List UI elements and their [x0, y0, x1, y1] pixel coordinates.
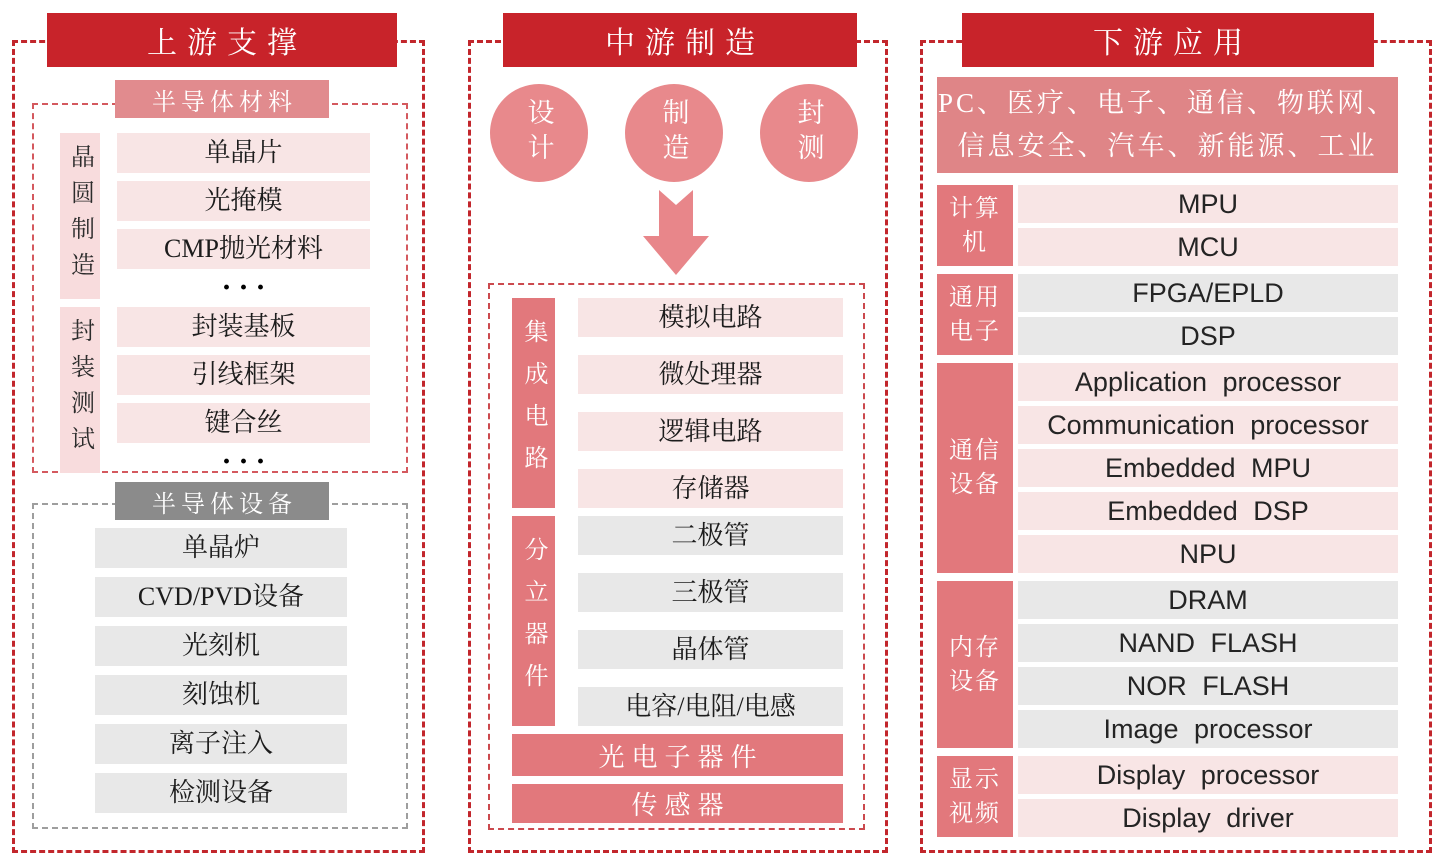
- downstream-group-items: [1018, 274, 1398, 355]
- item: Embedded MPU: [1018, 449, 1398, 487]
- down-arrow-icon: [643, 190, 709, 275]
- banner-line-1: PC、医疗、电子、通信、物联网、: [937, 88, 1398, 118]
- item: 刻蚀机: [95, 675, 347, 715]
- ellipsis: ···: [221, 445, 273, 478]
- item: 存储器: [578, 469, 843, 508]
- item: CVD/PVD设备: [95, 577, 347, 617]
- downstream-group: [937, 185, 1398, 266]
- ellipsis: ···: [221, 271, 273, 304]
- process-circle: 设计: [490, 84, 588, 182]
- item: 微处理器: [578, 355, 843, 394]
- materials-group-items: [117, 307, 370, 478]
- item: DSP: [1018, 317, 1398, 355]
- item: 逻辑电路: [578, 412, 843, 451]
- item: Display driver: [1018, 799, 1398, 837]
- upstream-header: 上游支撑: [47, 13, 397, 67]
- downstream-group-items: [1018, 363, 1398, 573]
- materials-group: [60, 133, 370, 304]
- materials-group-label: 封装测试: [60, 307, 100, 473]
- downstream-header: 下游应用: [962, 13, 1374, 67]
- process-circle: 封测: [760, 84, 858, 182]
- item: 单晶片: [117, 133, 370, 173]
- item: 二极管: [578, 516, 843, 555]
- midstream-header: 中游制造: [503, 13, 857, 67]
- midstream-bar: 光电子器件: [512, 734, 843, 776]
- downstream-group-label: 通信设备: [937, 363, 1013, 573]
- downstream-groups: [937, 185, 1398, 837]
- item: Image processor: [1018, 710, 1398, 748]
- downstream-group-label: 通用电子: [937, 274, 1013, 355]
- downstream-group-items: [1018, 756, 1398, 837]
- downstream-group-items: [1018, 581, 1398, 748]
- item: 引线框架: [117, 355, 370, 395]
- equipment-items: [95, 528, 347, 813]
- item: 单晶炉: [95, 528, 347, 568]
- materials-group-label: 晶圆制造: [60, 133, 100, 299]
- downstream-group: [937, 363, 1398, 573]
- item: 封装基板: [117, 307, 370, 347]
- downstream-group: [937, 274, 1398, 355]
- item: NAND FLASH: [1018, 624, 1398, 662]
- banner-line-2: 信息安全、汽车、新能源、工业: [957, 131, 1378, 161]
- downstream-group-label: 计算机: [937, 185, 1013, 266]
- item: 光刻机: [95, 626, 347, 666]
- downstream-group: [937, 581, 1398, 748]
- midstream-group: [512, 298, 843, 508]
- item: 检测设备: [95, 773, 347, 813]
- midstream-products: [512, 298, 843, 823]
- item: DRAM: [1018, 581, 1398, 619]
- materials-group-items: [117, 133, 370, 304]
- materials-groups: [60, 133, 370, 478]
- process-circle: 制造: [625, 84, 723, 182]
- item: NPU: [1018, 535, 1398, 573]
- materials-header: 半导体材料: [115, 80, 329, 118]
- item: MCU: [1018, 228, 1398, 266]
- item: 离子注入: [95, 724, 347, 764]
- item: 键合丝: [117, 403, 370, 443]
- item: FPGA/EPLD: [1018, 274, 1398, 312]
- materials-group: [60, 307, 370, 478]
- item: Communication processor: [1018, 406, 1398, 444]
- item: CMP抛光材料: [117, 229, 370, 269]
- item: Application processor: [1018, 363, 1398, 401]
- item: 晶体管: [578, 630, 843, 669]
- midstream-bar: 传感器: [512, 784, 843, 823]
- midstream-group-label: 集成电路: [512, 298, 555, 508]
- item: NOR FLASH: [1018, 667, 1398, 705]
- item: 电容/电阻/电感: [578, 687, 843, 726]
- item: Embedded DSP: [1018, 492, 1398, 530]
- downstream-group-label: 显示视频: [937, 756, 1013, 837]
- item: 三极管: [578, 573, 843, 612]
- item: 光掩模: [117, 181, 370, 221]
- midstream-group-label: 分立器件: [512, 516, 555, 726]
- process-circles: [490, 84, 858, 182]
- application-fields-banner: [937, 77, 1398, 173]
- downstream-group-items: [1018, 185, 1398, 266]
- downstream-group: [937, 756, 1398, 837]
- midstream-group-items: [578, 516, 843, 726]
- downstream-group-label: 内存设备: [937, 581, 1013, 748]
- equipment-header: 半导体设备: [115, 482, 329, 520]
- midstream-group: [512, 516, 843, 726]
- midstream-group-items: [578, 298, 843, 508]
- item: MPU: [1018, 185, 1398, 223]
- item: 模拟电路: [578, 298, 843, 337]
- item: Display processor: [1018, 756, 1398, 794]
